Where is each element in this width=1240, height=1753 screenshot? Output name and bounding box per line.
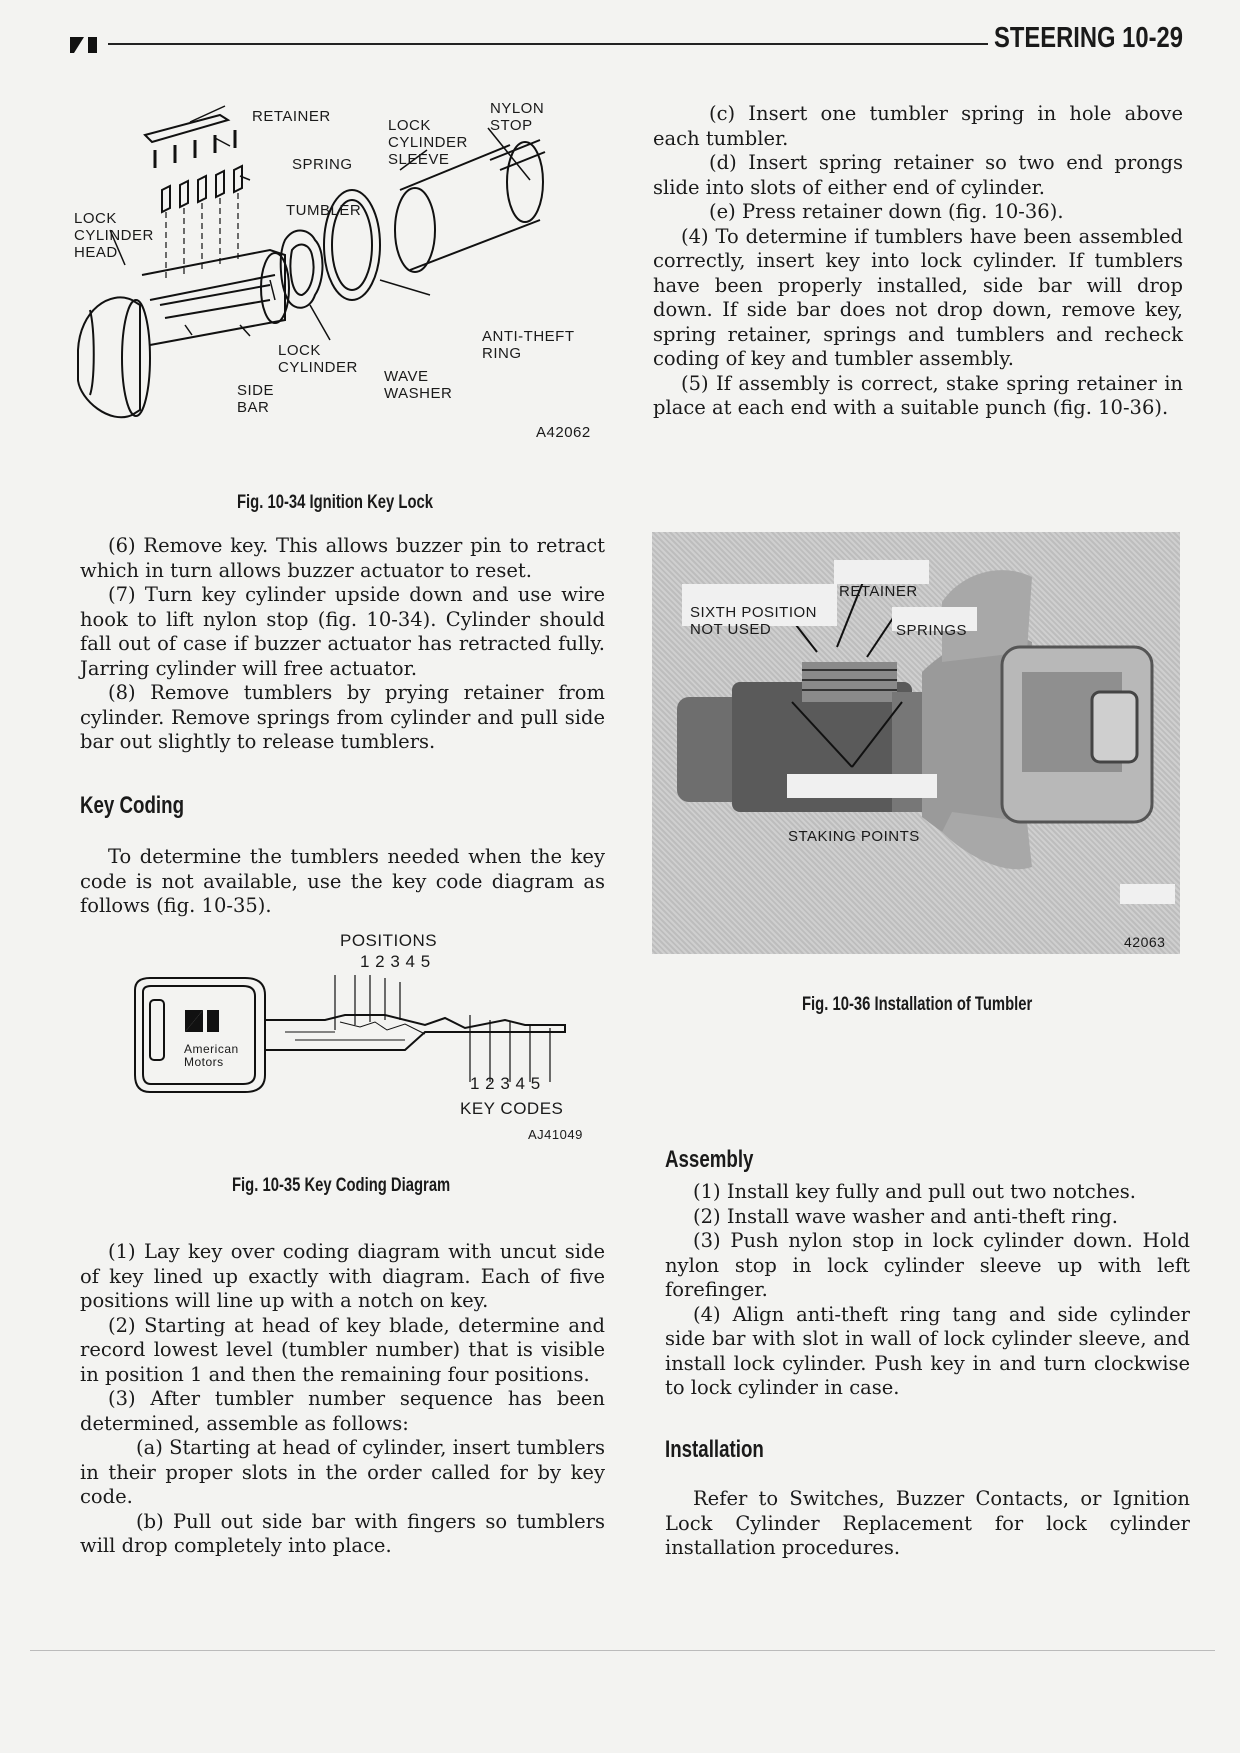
section-heading: Assembly [665,1146,754,1173]
american-motors-logo-icon [70,33,104,53]
label-background [1120,884,1175,904]
label-lock-cylinder: LOCK CYLINDER [278,342,358,376]
paragraph: (1) Lay key over coding diagram with uncut side of key lined up exactly with diagram. Each of five positions will line up with a notch on key. [80,1240,605,1312]
paragraph: (a) Starting at head of cylinder, insert tumblers in their proper slots in the order called for by key code. [80,1436,605,1508]
text-block-key-coding-steps [80,1240,605,1559]
text-block-assembly [665,1180,1190,1401]
label-staking-points: STAKING POINTS [788,828,920,845]
paragraph: (c) Insert one tumbler spring in hole above each tumbler. [653,102,1183,150]
paragraph: (2) Starting at head of key blade, determine and record lowest level (tumbler number) that is visible in position 1 and then the remaining four positions. [80,1313,605,1386]
label-sixth-position: SIXTH POSITION NOT USED [690,604,818,638]
section-heading: Key Coding [80,792,185,819]
figure-code: A42062 [536,424,591,441]
text-block-assembly-continued [653,102,1183,421]
ignition-key-lock-diagram [70,90,610,450]
figure-caption: Fig. 10-35 Key Coding Diagram [232,1175,451,1196]
page-header-title: STEERING 10-29 [994,22,1183,54]
label-background [834,560,929,584]
paragraph: (2) Install wave washer and anti-theft ring. [693,1204,1118,1228]
paragraph: (6) Remove key. This allows buzzer pin to retract which in turn allows buzzer actuator to reset. [80,534,605,582]
paragraph: (4) Align anti-theft ring tang and side cylinder side bar with slot in wall of lock cylinder sleeve, and install lock cylinder. Push key in and turn clockwise to lock cylinder in case. [665,1302,1190,1399]
label-background [787,774,937,798]
figure-code: 42063 [1124,934,1166,950]
paragraph: (8) Remove tumblers by prying retainer from cylinder. Remove springs from cylinder and pull side bar out slightly to release tumblers. [80,681,605,753]
paragraph: (4) To determine if tumblers have been assembled correctly, insert key into lock cylinder. If tumblers have been properly installed, side bar will drop down. If side bar does not drop down, remove key, spring retainer, springs and tumblers and recheck coding of key and tumbler assembly. [653,224,1183,370]
label-wave-washer: WAVE WASHER [384,368,453,402]
key-code-numbers: 1 2 3 4 5 [470,1074,541,1093]
figure-code: AJ41049 [528,1127,583,1142]
label-retainer: RETAINER [252,108,331,125]
label-tumbler: TUMBLER [286,202,362,219]
label-lock-cylinder-sleeve: LOCK CYLINDER SLEEVE [388,117,468,168]
label-lock-cylinder-head: LOCK CYLINDER HEAD [74,210,154,261]
section-heading: Installation [665,1436,764,1463]
page-bottom-edge [30,1650,1215,1651]
header-rule [108,43,988,45]
positions-label: POSITIONS [340,931,438,950]
positions-numbers: 1 2 3 4 5 [360,952,431,971]
label-side-bar: SIDE BAR [237,382,275,416]
text-block-installation [665,1487,1190,1561]
paragraph: (1) Install key fully and pull out two notches. [693,1180,1136,1203]
brand-label: American Motors [184,1042,239,1069]
paragraph: (5) If assembly is correct, stake spring retainer in place at each end with a suitable punch (fig. 10-36). [653,371,1183,419]
paragraph: To determine the tumblers needed when the key code is not available, use the key code diagram as follows (fig. 10-35). [80,845,605,917]
paragraph: (b) Pull out side bar with fingers so tumblers will drop completely into place. [80,1509,605,1557]
label-retainer: RETAINER [839,583,918,600]
text-block-removal [80,534,605,755]
label-anti-theft-ring: ANTI-THEFT RING [482,328,575,362]
paragraph: (7) Turn key cylinder upside down and use wire hook to lift nylon stop (fig. 10-34). Cylinder should fall out of case if buzzer actuator has retracted fully. Jarring cylinder will free actuator. [80,583,605,680]
paragraph: (3) After tumbler number sequence has been determined, assemble as follows: [80,1387,605,1435]
label-nylon-stop: NYLON STOP [490,100,545,134]
figure-caption: Fig. 10-34 Ignition Key Lock [237,492,433,513]
paragraph: (3) Push nylon stop in lock cylinder down. Hold nylon stop in lock cylinder sleeve up with left forefinger. [665,1229,1190,1301]
figure-caption: Fig. 10-36 Installation of Tumbler [802,994,1033,1015]
american-motors-logo-icon [185,1010,219,1032]
key-codes-label: KEY CODES [460,1099,564,1118]
paragraph: (d) Insert spring retainer so two end prongs slide into slots of either end of cylinder. [653,151,1183,199]
text-block-key-coding [80,845,605,919]
label-spring: SPRING [292,156,353,173]
label-springs: SPRINGS [896,622,968,639]
paragraph: (e) Press retainer down (fig. 10-36). [709,200,1064,223]
paragraph: Refer to Switches, Buzzer Contacts, or Ignition Lock Cylinder Replacement for lock cylinder installation procedures. [665,1487,1190,1559]
